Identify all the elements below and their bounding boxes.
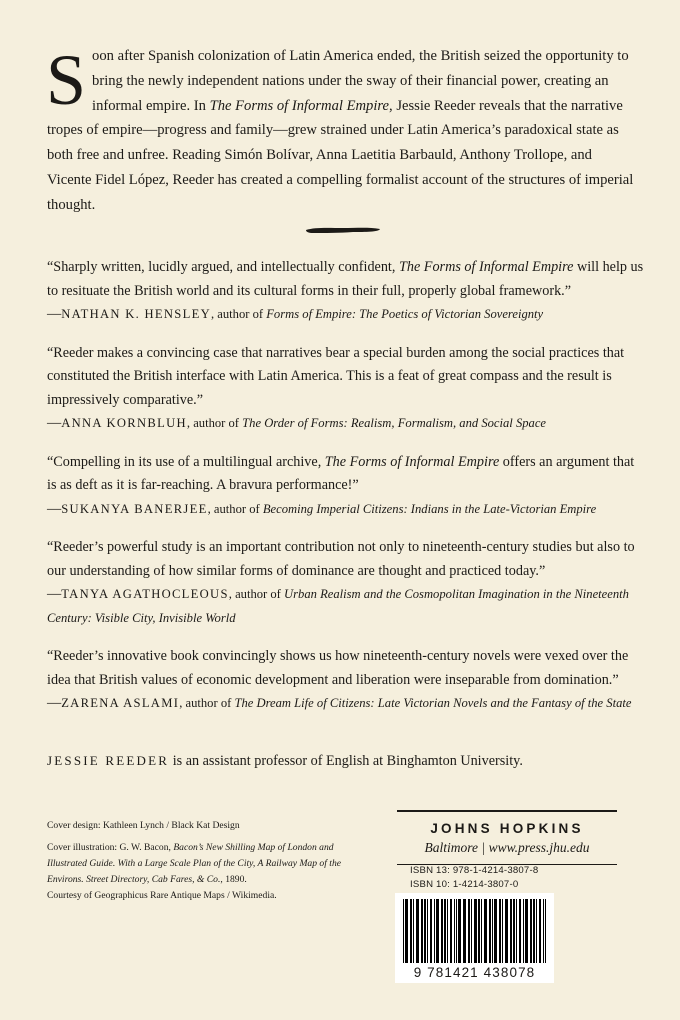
barcode-bar <box>543 899 544 963</box>
barcode-bar <box>454 899 455 963</box>
illustration-suffix: , 1890. <box>220 874 247 885</box>
endorsement <box>47 451 647 522</box>
quote-book-title: The Forms of Informal Empire <box>324 453 500 470</box>
endorser-name: NATHAN K. HENSLEY <box>61 307 211 321</box>
author-of: , author of <box>228 587 285 601</box>
endorsement-attribution <box>47 303 647 327</box>
top-rule <box>397 810 617 812</box>
barcode-bar <box>474 899 477 963</box>
barcode-bar <box>492 899 493 963</box>
cover-design-credit: Cover design: Kathleen Lynch / Black Kat Design <box>47 820 240 831</box>
endorser-work: The Dream Life of Citizens: Late Victorian Novels and the Fantasy of the State <box>234 696 632 710</box>
barcode-bar <box>456 899 457 963</box>
barcode-bar <box>421 899 423 963</box>
dash: — <box>47 586 62 602</box>
barcode-bar <box>427 899 428 963</box>
barcode-bar <box>539 899 541 963</box>
barcode-bar <box>505 899 508 963</box>
author-name: JESSIE REEDER <box>47 753 170 768</box>
quote-text: “Sharply written, lucidly argued, and intellectually confident, <box>47 259 399 275</box>
barcode-bar <box>444 899 446 963</box>
barcode-bar <box>434 899 435 963</box>
endorsement-attribution <box>47 583 647 630</box>
endorser-name: SUKANYA BANERJEE <box>61 501 208 516</box>
barcode-bar <box>405 899 408 963</box>
endorsement-quote <box>47 451 647 498</box>
endorsement <box>47 645 647 716</box>
barcode-bar <box>436 899 439 963</box>
author-of: , author of <box>179 696 235 710</box>
barcode-bars <box>395 893 554 967</box>
barcode-bar <box>545 899 546 963</box>
author-bio-text: is an assistant professor of English at Binghamton University. <box>169 753 523 769</box>
publisher-city: Baltimore <box>424 840 478 855</box>
description-text-start: oon after Spanish colonization of Latin America ended, the British seized the opportunity to bring the newly independent nations under the sway of their financial power, creating an informal empire. In <box>92 48 629 114</box>
quote-text: will help us to resituate the British world and its cultural forms in their full, properly global framework.” <box>47 259 644 299</box>
endorsement-attribution <box>47 692 647 716</box>
barcode-bar <box>447 899 448 963</box>
endorsements-list <box>47 256 647 731</box>
barcode-bar <box>458 899 461 963</box>
isbn-13: ISBN 13: 978-1-4214-3807-8 <box>410 865 539 876</box>
endorsement <box>47 536 647 630</box>
barcode-bar <box>463 899 466 963</box>
barcode-bar <box>403 899 404 963</box>
barcode-number: 9 781421 438078 <box>413 965 536 980</box>
barcode-bar <box>430 899 432 963</box>
barcode <box>395 893 554 983</box>
author-of: , author of <box>207 501 263 516</box>
barcode-bar <box>494 899 497 963</box>
courtesy-credit: Courtesy of Geographicus Rare Antique Maps / Wikimedia. <box>47 890 277 901</box>
endorser-work: Urban Realism and the Cosmopolitan Imagination in the Nineteenth Century: Visible City, Invisible World <box>47 587 629 625</box>
barcode-bar <box>441 899 443 963</box>
quote-text: offers an argument that is as deft as it is far-reaching. A bravura performance!” <box>47 453 635 493</box>
quote-text: “Reeder’s innovative book convincingly shows us how nineteenth-century novels were vexed over the idea that British values of economic development and liberation were inseparable from domination.” <box>47 648 629 688</box>
barcode-bar <box>516 899 517 963</box>
barcode-bar <box>424 899 426 963</box>
book-description <box>46 40 637 218</box>
barcode-bar <box>484 899 487 963</box>
endorsement <box>47 342 647 436</box>
dash: — <box>47 306 62 322</box>
endorser-name: TANYA AGATHOCLEOUS <box>61 587 229 601</box>
brush-stroke-divider <box>305 224 381 236</box>
cover-illustration-credit <box>47 840 347 888</box>
barcode-bar <box>416 899 419 963</box>
separator: | <box>481 840 485 855</box>
barcode-bar <box>502 899 503 963</box>
endorsement-quote <box>47 536 647 583</box>
barcode-bar <box>468 899 470 963</box>
barcode-bar <box>471 899 472 963</box>
barcode-bar <box>519 899 521 963</box>
barcode-bar <box>489 899 491 963</box>
quote-text: “Reeder’s powerful study is an important contribution not only to nineteenth-century studies but also to our understanding of how similar forms of dominance are thought and practiced today.” <box>47 539 635 579</box>
drop-cap: S <box>46 40 87 120</box>
author-of: , author of <box>186 416 243 430</box>
barcode-bar <box>525 899 528 963</box>
barcode-bar <box>413 899 414 963</box>
publisher-name: JOHNS HOPKINS <box>430 821 584 836</box>
barcode-bar <box>410 899 412 963</box>
quote-text: “Compelling in its use of a multilingual archive, <box>47 453 325 470</box>
endorsement-attribution <box>47 412 647 436</box>
dash: — <box>47 695 62 711</box>
publisher-block <box>397 810 617 865</box>
barcode-bar <box>499 899 501 963</box>
endorser-work: Forms of Empire: The Poetics of Victorian Sovereignty <box>266 307 544 321</box>
dash: — <box>47 500 62 517</box>
barcode-bar <box>513 899 515 963</box>
endorser-name: ANNA KORNBLUH <box>61 416 187 430</box>
endorsement <box>47 256 647 327</box>
illustration-prefix: Cover illustration: G. W. Bacon, <box>47 842 174 853</box>
isbn-10: ISBN 10: 1-4214-3807-0 <box>410 879 519 890</box>
endorsement-quote <box>47 645 647 692</box>
barcode-bar <box>510 899 512 963</box>
barcode-bar <box>478 899 480 963</box>
endorser-work: Becoming Imperial Citizens: Indians in the Late-Victorian Empire <box>262 501 597 516</box>
cover-credits <box>47 818 347 904</box>
endorsement-quote <box>47 256 647 303</box>
isbn-block <box>410 864 538 892</box>
author-bio <box>47 750 647 772</box>
barcode-bar <box>533 899 535 963</box>
endorser-work: The Order of Forms: Realism, Formalism, and Social Space <box>242 416 547 430</box>
publisher-location-line <box>397 838 617 858</box>
quote-book-title: The Forms of Informal Empire <box>398 259 574 275</box>
endorsement-attribution <box>47 498 647 522</box>
endorser-name: ZARENA ASLAMI <box>61 696 180 710</box>
illustration-work-title: Bacon’s New Shilling Map of London and Illustrated Guide. With a Large Scale Plan of the City, A Railway Map of the Environs. Street Directory, Cab Fares, & Co. <box>47 842 342 885</box>
endorsement-quote <box>47 342 647 413</box>
author-of: , author of <box>210 307 267 321</box>
barcode-bar <box>530 899 532 963</box>
barcode-bar <box>450 899 452 963</box>
description-text-end: , Jessie Reeder reveals that the narrative tropes of empire—progress and family—grew strained under Latin America’s paradoxical state as both free and unfree. Reading Simón Bolívar, Anna Laetitia Barbauld, Anthony Trollope, and Vicente Fidel López, Reeder has created a compelling formalist account of the structures of imperial thought. <box>47 97 634 213</box>
barcode-bar <box>536 899 537 963</box>
barcode-bar <box>481 899 482 963</box>
publisher-url: www.press.jhu.edu <box>488 840 590 855</box>
description-book-title: The Forms of Informal Empire <box>209 97 390 114</box>
barcode-bar <box>523 899 524 963</box>
dash: — <box>47 415 62 431</box>
quote-text: “Reeder makes a convincing case that narratives bear a special burden among the social practices that constituted the British interface with Latin America. This is a feat of great compass and the result is impressively comparative.” <box>47 344 625 408</box>
